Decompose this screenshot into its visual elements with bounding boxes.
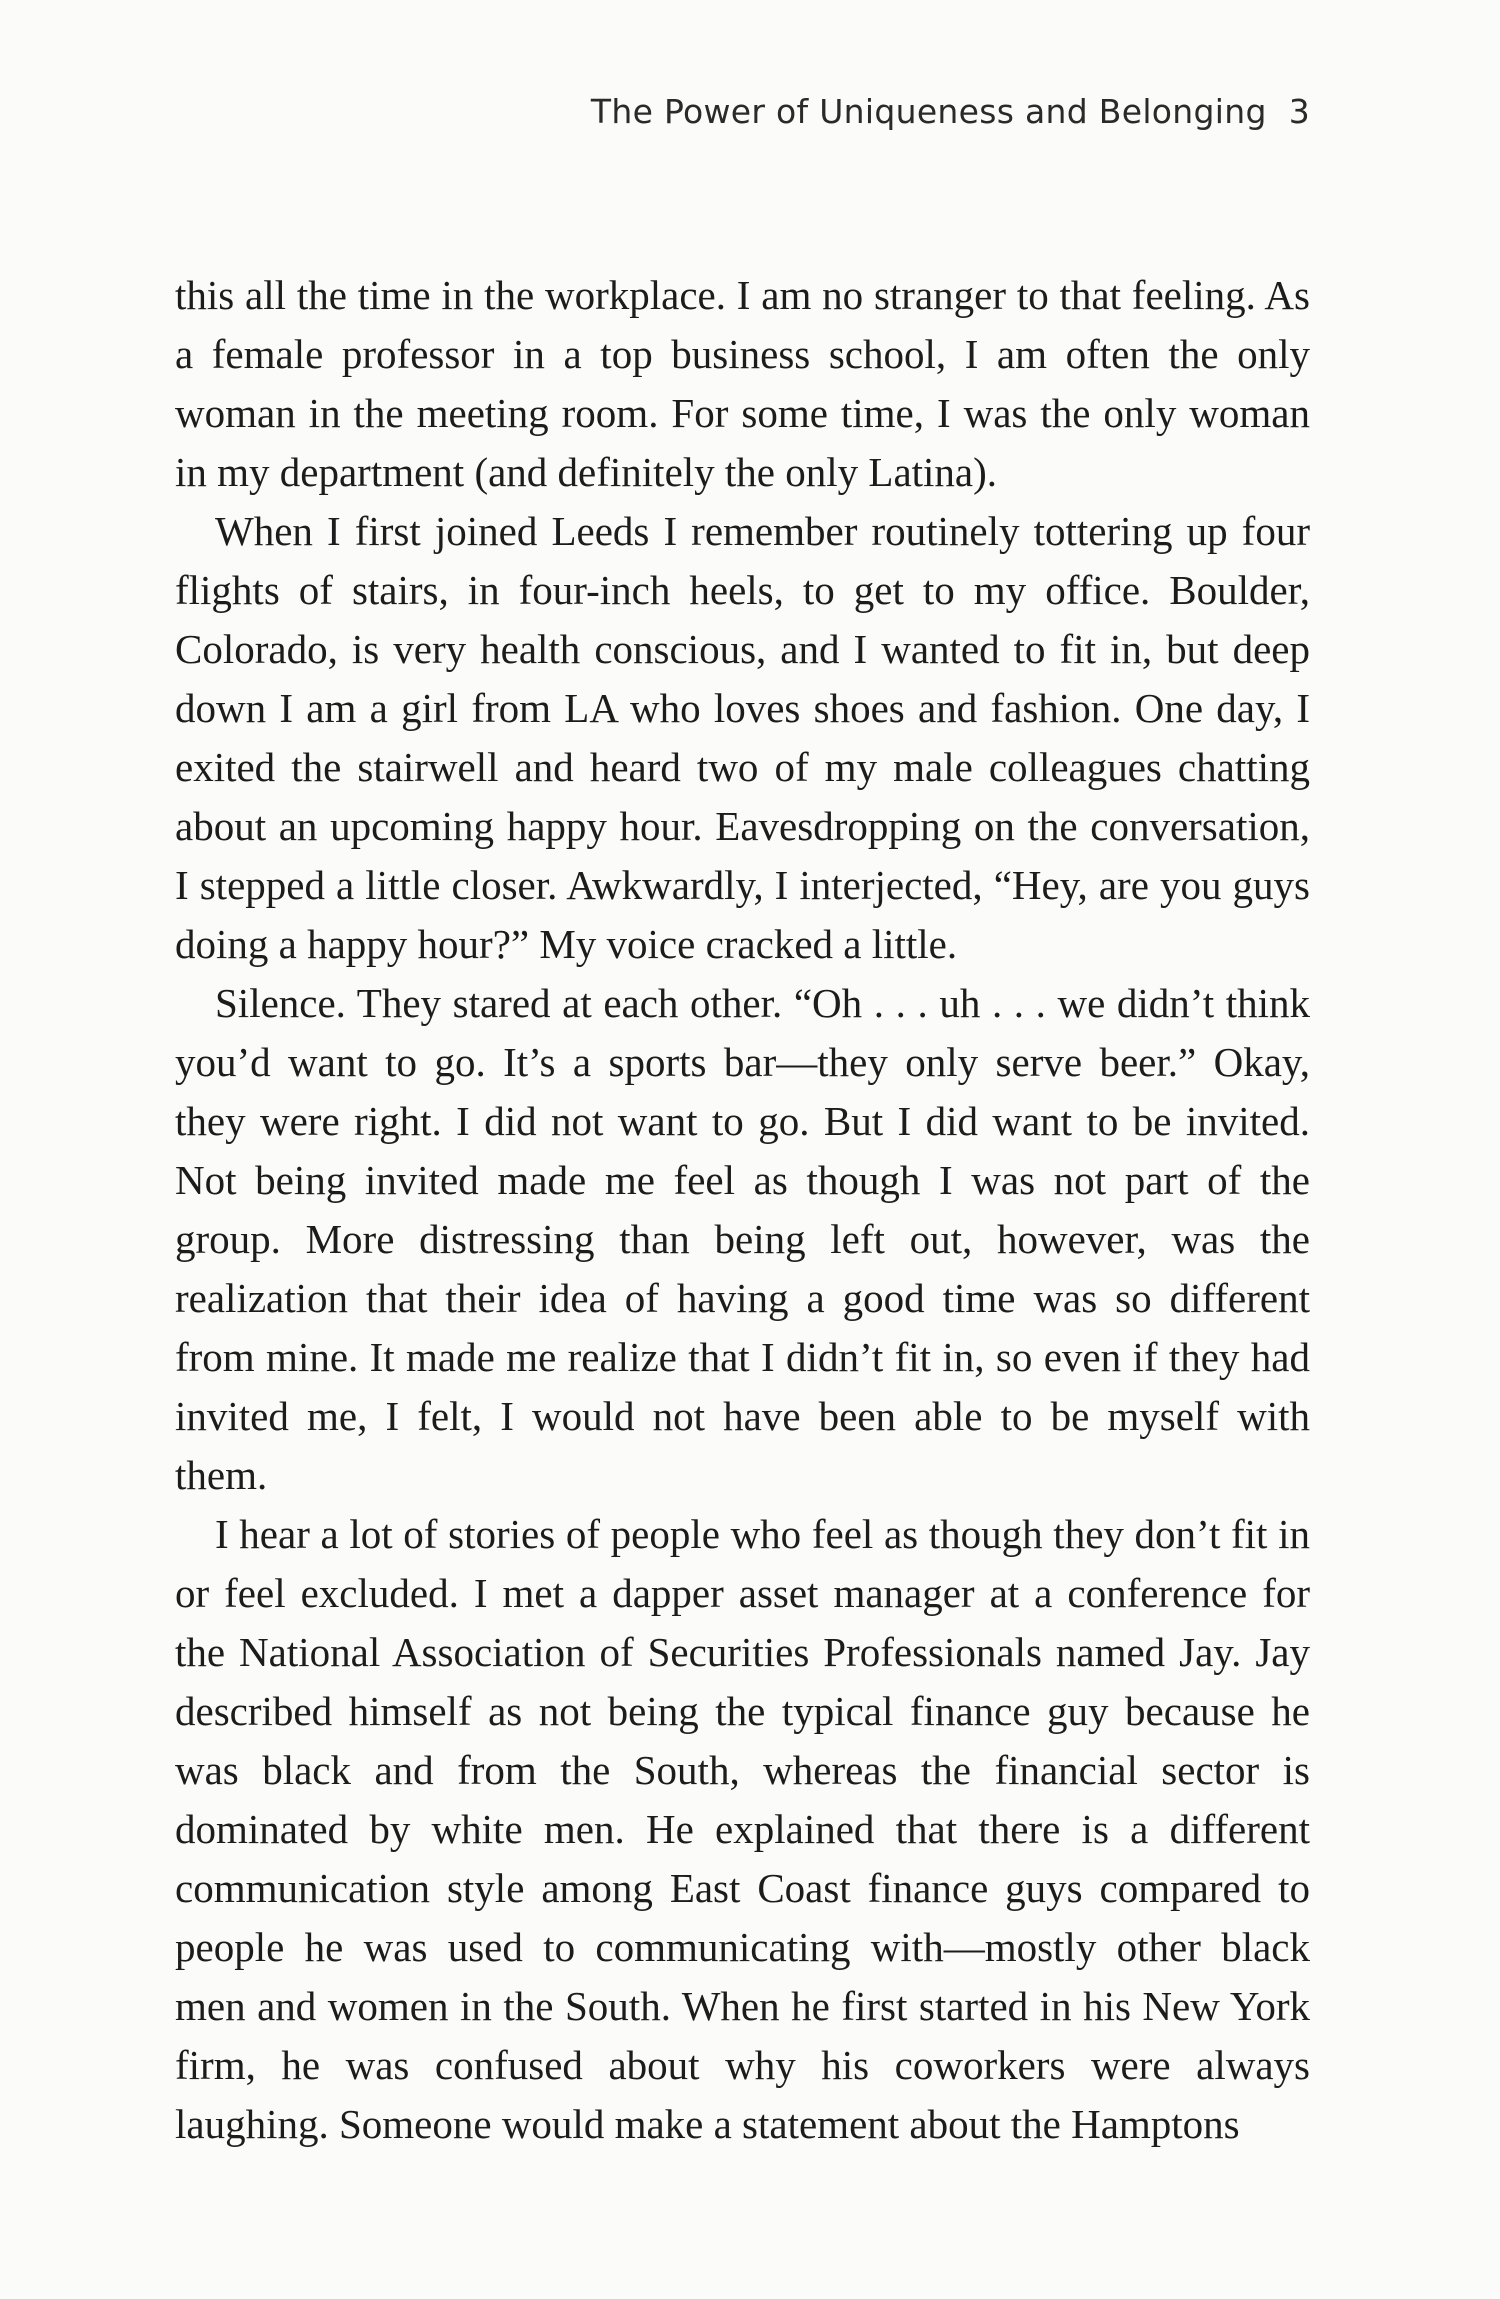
- chapter-title: The Power of Uniqueness and Belonging: [590, 92, 1267, 131]
- paragraph-2: When I first joined Leeds I remember routinely tottering up four flights of stairs, in four-inch heels, to get to my office. Boulder, Colorado, is very health conscious, and I wanted to fit in, but deep down I am a girl from LA who loves shoes and fashion. One day, I exited the stairwell and heard two of my male colleagues chatting about an upcoming happy hour. Eavesdropping on the conversation, I stepped a little closer. Awkwardly, I interjected, “Hey, are you guys doing a happy hour?” My voice cracked a little.: [175, 508, 1310, 967]
- paragraph-4: I hear a lot of stories of people who feel as though they don’t fit in or feel excluded. I met a dapper asset manager at a conference for the National Association of Securities Professionals named Jay. Jay described himself as not being the typical finance guy because he was black and from the South, whereas the financial sector is dominated by white men. He explained that there is a different communication style among East Coast finance guys compared to people he was used to communicating with—mostly other black men and women in the South. When he first started in his New York firm, he was confused about why his coworkers were always laughing. Someone would make a statement about the Hamptons: [175, 1511, 1310, 2147]
- page-number: 3: [1288, 92, 1310, 131]
- body-text: [175, 266, 1310, 2154]
- paragraph-3: Silence. They stared at each other. “Oh . . . uh . . . we didn’t think you’d want to go. It’s a sports bar—they only serve beer.” Okay, they were right. I did not want to go. But I did want to be invited. Not being invited made me feel as though I was not part of the group. More distressing than being left out, however, was the realization that their idea of having a good time was so different from mine. It made me realize that I didn’t fit in, so even if they had invited me, I felt, I would not have been able to be myself with them.: [175, 980, 1310, 1498]
- running-header: [591, 92, 1310, 131]
- paragraph-1: this all the time in the workplace. I am no stranger to that feeling. As a female professor in a top business school, I am often the only woman in the meeting room. For some time, I was the only woman in my department (and definitely the only Latina).: [175, 272, 1310, 495]
